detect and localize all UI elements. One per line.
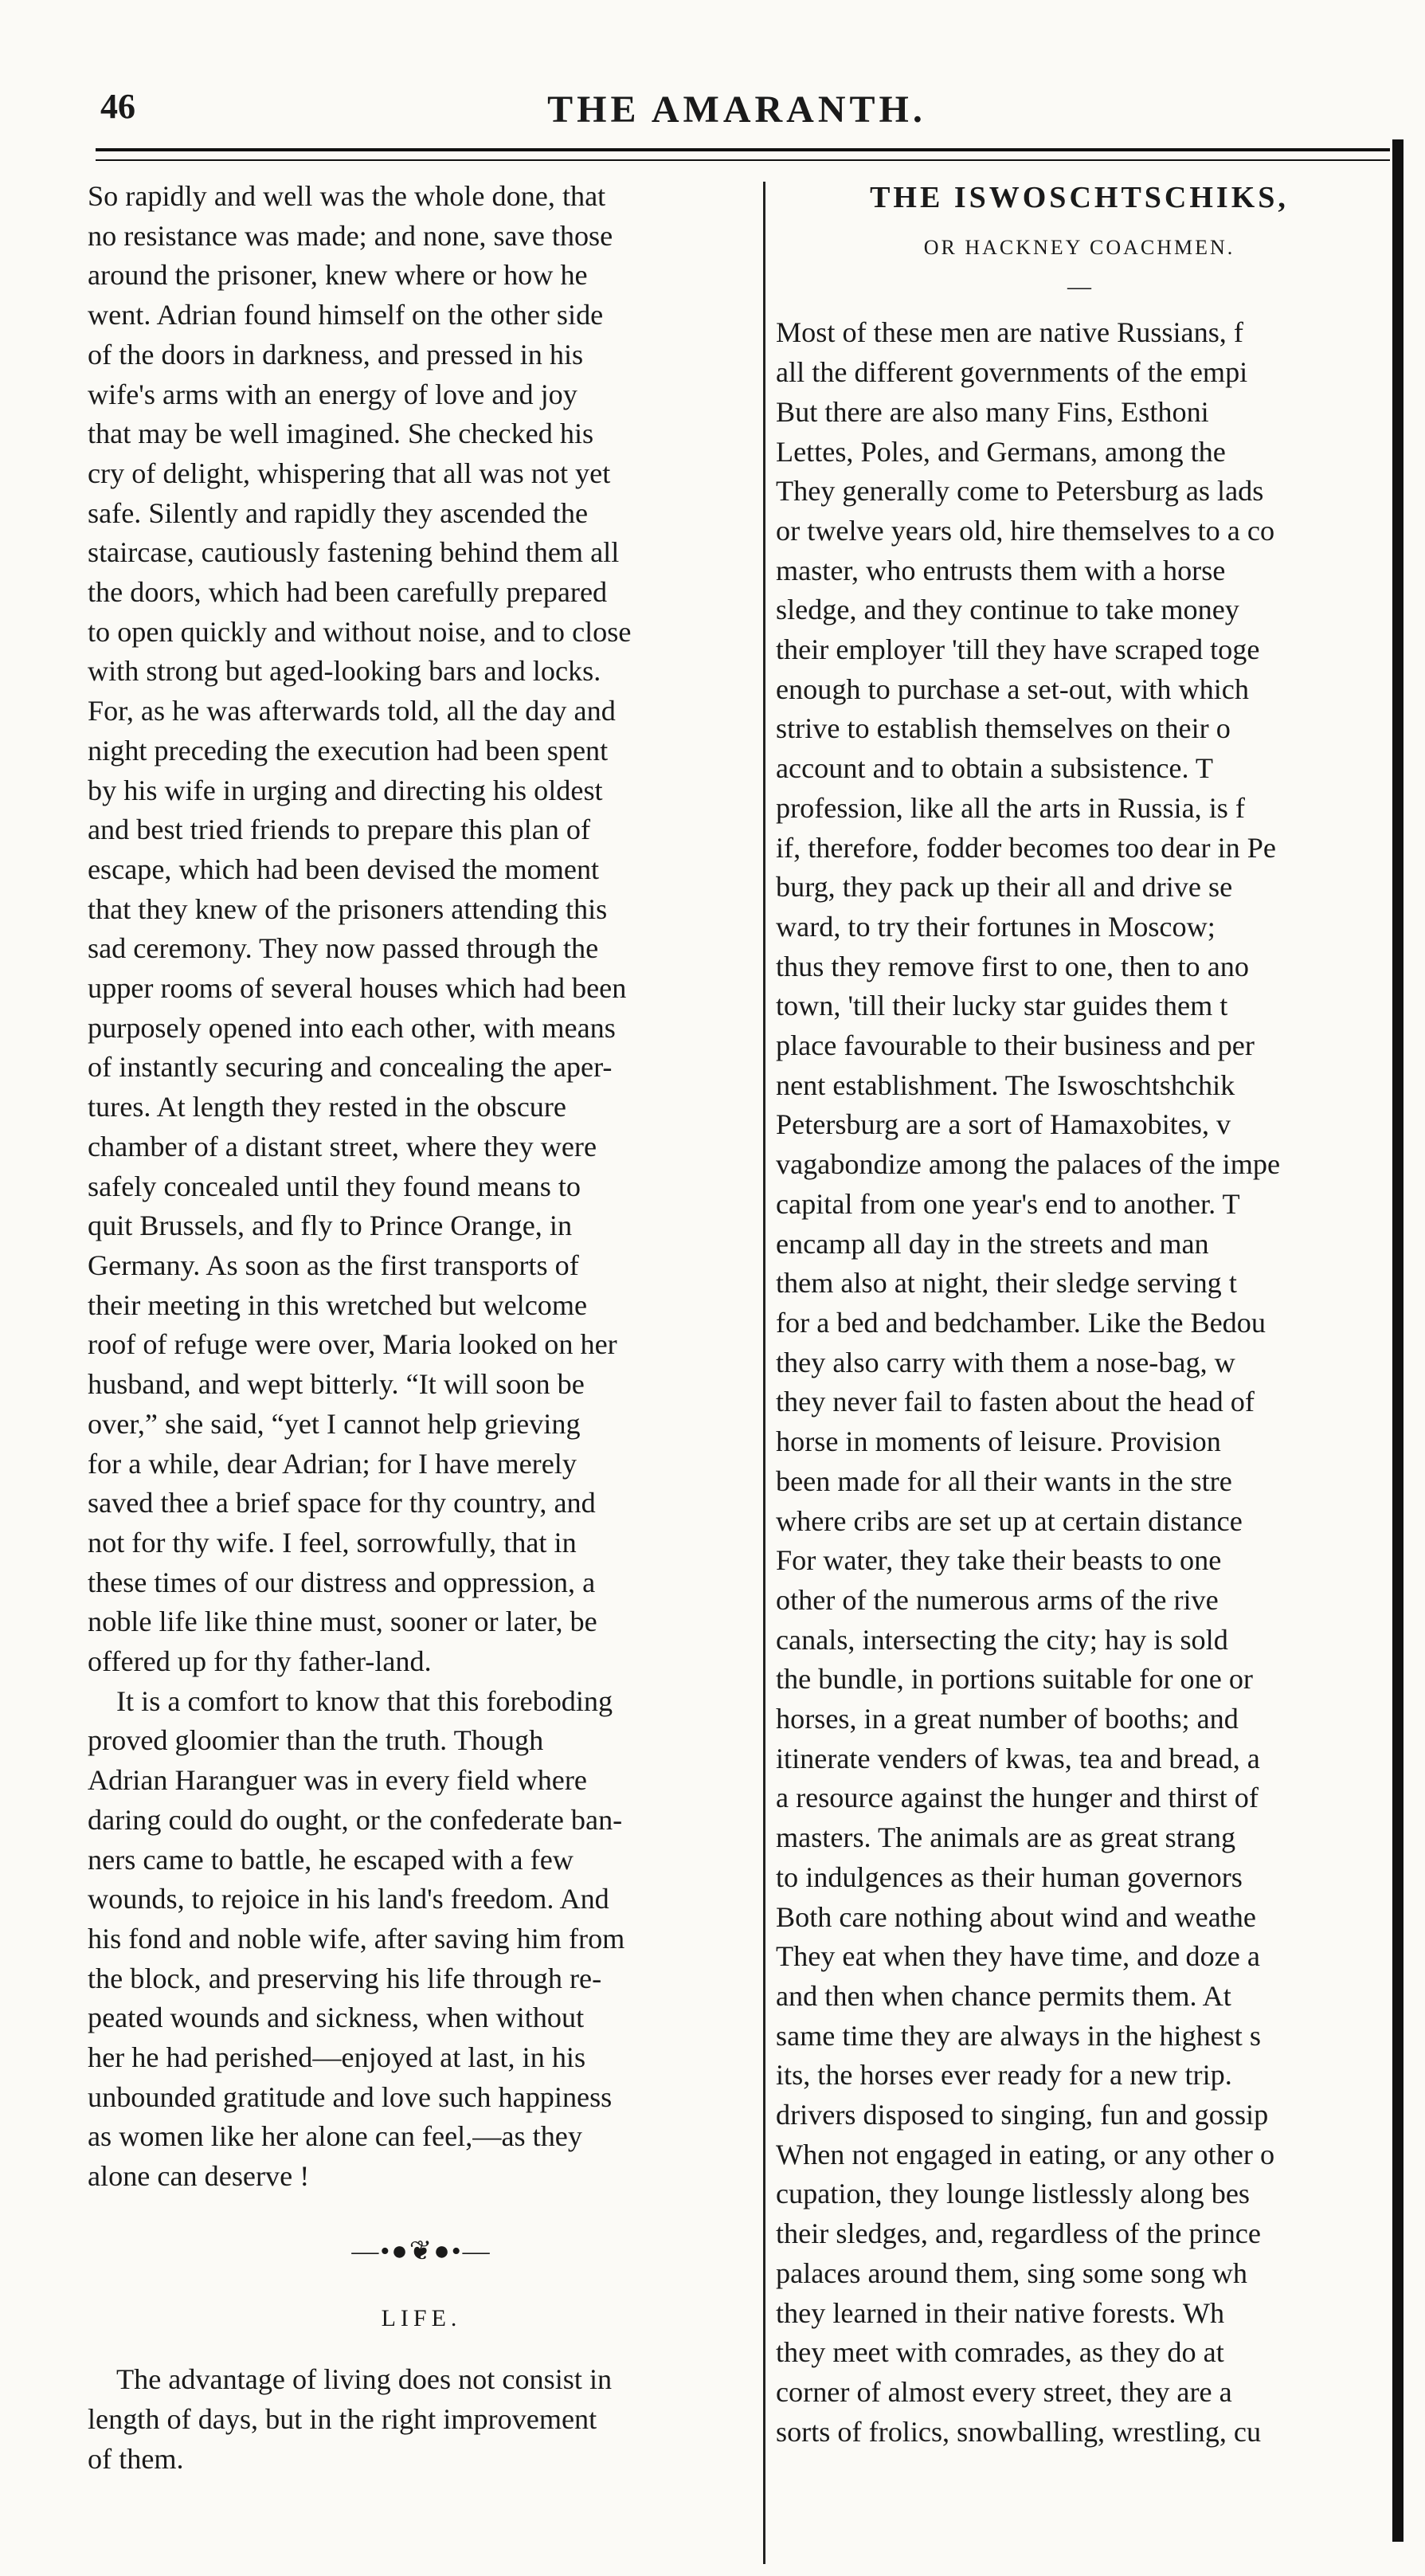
text-line: account and to obtain a subsistence. T	[776, 752, 1214, 785]
text-line: purposely opened into each other, with means	[88, 1011, 616, 1044]
text-line: enough to purchase a set-out, with which	[776, 672, 1249, 705]
text-line: same time they are always in the highest s	[776, 2019, 1261, 2052]
text-line: for a while, dear Adrian; for I have merely	[88, 1447, 577, 1480]
text-line: that they knew of the prisoners attending this	[88, 892, 608, 925]
text-line: other of the numerous arms of the rive	[776, 1583, 1219, 1616]
text-line: the doors, which had been carefully prepared	[88, 576, 608, 609]
text-line: and best tried friends to prepare this plan of	[88, 814, 591, 846]
text-line: night preceding the execution had been spent	[88, 734, 609, 767]
text-line: roof of refuge were over, Maria looked on her	[88, 1328, 617, 1361]
text-line: cry of delight, whispering that all was not yet	[88, 457, 611, 489]
running-header	[96, 86, 1378, 134]
text-line: they also carry with them a nose-bag, w	[776, 1346, 1235, 1378]
text-line: they never fail to fasten about the head of	[776, 1386, 1255, 1418]
story-paragraph-2	[88, 1682, 755, 2197]
running-title: THE AMARANTH.	[547, 88, 926, 131]
text-line: peated wounds and sickness, when without	[88, 2002, 585, 2034]
text-line: these times of our distress and oppression, a	[88, 1566, 596, 1598]
text-line: they meet with comrades, as they do at	[776, 2336, 1224, 2369]
text-line: canals, intersecting the city; hay is sold	[776, 1623, 1228, 1656]
text-line: their meeting in this wretched but welcome	[88, 1288, 588, 1321]
text-line: ward, to try their fortunes in Moscow;	[776, 910, 1216, 943]
life-paragraph	[88, 2360, 755, 2479]
text-line: noble life like thine must, sooner or later, be	[88, 1606, 597, 1638]
text-line: or twelve years old, hire themselves to a co	[776, 514, 1275, 547]
text-line: thus they remove first to one, then to ano	[776, 950, 1249, 982]
text-line: So rapidly and well was the whole done, that	[88, 180, 606, 212]
text-line: sorts of frolics, snowballing, wrestling, cu	[776, 2415, 1262, 2448]
text-line: When not engaged in eating, or any other o	[776, 2138, 1275, 2170]
text-line: their employer 'till they have scraped toge	[776, 633, 1260, 666]
text-line: Both care nothing about wind and weathe	[776, 1900, 1256, 1933]
text-line: It is a comfort to know that this foreboding	[116, 1684, 613, 1717]
text-line: the block, and preserving his life through re-	[88, 1962, 602, 1994]
text-line: went. Adrian found himself on the other side	[88, 299, 604, 331]
text-line: his fond and noble wife, after saving him from	[88, 1922, 625, 1955]
text-line: burg, they pack up their all and drive se	[776, 871, 1233, 904]
text-line: cupation, they lounge listlessly along bes	[776, 2178, 1250, 2210]
text-line: its, the horses ever ready for a new trip.	[776, 2059, 1232, 2092]
text-line: and then when chance permits them. At	[776, 1979, 1231, 2012]
text-line: over,” she said, “yet I cannot help grieving	[88, 1407, 581, 1440]
text-line: For, as he was afterwards told, all the day and	[88, 695, 616, 727]
text-line: they learned in their native forests. Wh	[776, 2296, 1225, 2329]
left-column	[88, 177, 755, 2479]
text-line: encamp all day in the streets and man	[776, 1227, 1209, 1260]
text-line: itinerate venders of kwas, tea and bread, a	[776, 1742, 1260, 1774]
text-line: that may be well imagined. She checked his	[88, 418, 594, 450]
title-dash: —	[1067, 273, 1091, 300]
text-line: Lettes, Poles, and Germans, among the	[776, 435, 1226, 468]
text-line: place favourable to their business and per	[776, 1029, 1255, 1062]
text-line: to open quickly and without noise, and to close	[88, 615, 632, 648]
text-line: no resistance was made; and none, save those	[88, 219, 613, 252]
text-line: proved gloomier than the truth. Though	[88, 1724, 544, 1757]
text-line: with strong but aged-looking bars and locks.	[88, 655, 601, 688]
text-line: for a bed and bedchamber. Like the Bedou	[776, 1306, 1266, 1339]
text-line: They eat when they have time, and doze a	[776, 1940, 1260, 1973]
text-line: by his wife in urging and directing his oldest	[88, 774, 603, 806]
text-line: chamber of a distant street, where they were	[88, 1130, 597, 1163]
text-line: But there are also many Fins, Esthoni	[776, 395, 1209, 428]
text-line: length of days, but in the right improvement	[88, 2402, 597, 2435]
text-line: corner of almost every street, they are a	[776, 2375, 1232, 2408]
text-line: husband, and wept bitterly. “It will soon be	[88, 1368, 585, 1401]
text-line: all the different governments of the empi	[776, 356, 1248, 389]
header-double-rule	[96, 148, 1390, 161]
text-line: them also at night, their sledge serving t	[776, 1267, 1237, 1300]
text-line: vagabondize among the palaces of the impe	[776, 1148, 1281, 1181]
text-line: safe. Silently and rapidly they ascended the	[88, 496, 589, 529]
text-line: the bundle, in portions suitable for one or	[776, 1663, 1253, 1696]
text-line: upper rooms of several houses which had been	[88, 972, 627, 1005]
text-line: wife's arms with an energy of love and joy	[88, 378, 577, 410]
text-line: capital from one year's end to another. T	[776, 1187, 1240, 1220]
text-line: daring could do ought, or the confederate ban-	[88, 1803, 623, 1836]
story-paragraph-1	[88, 177, 755, 1682]
text-line: their sledges, and, regardless of the prince	[776, 2217, 1261, 2250]
text-line: Adrian Haranguer was in every field where	[88, 1764, 587, 1797]
text-line: of them.	[88, 2442, 184, 2475]
text-line: Germany. As soon as the first transports of	[88, 1249, 579, 1281]
text-line: tures. At length they rested in the obscure	[88, 1091, 566, 1123]
text-line: offered up for thy father-land.	[88, 1645, 432, 1678]
text-line: unbounded gratitude and love such happiness	[88, 2080, 613, 2113]
text-line: sledge, and they continue to take money	[776, 594, 1239, 626]
text-line: to indulgences as their human governors	[776, 1860, 1243, 1893]
text-line: of instantly securing and concealing the aper-	[88, 1051, 613, 1084]
text-line: strive to establish themselves on their o	[776, 712, 1231, 745]
text-line: master, who entrusts them with a horse	[776, 554, 1226, 586]
page-edge-shadow	[1392, 139, 1403, 2542]
text-line: Most of these men are native Russians, f	[776, 316, 1243, 349]
text-line: drivers disposed to singing, fun and gossip	[776, 2099, 1269, 2131]
text-line: her he had perished—enjoyed at last, in his	[88, 2041, 586, 2074]
text-line: town, 'till their lucky star guides them t	[776, 990, 1228, 1022]
text-line: quit Brussels, and fly to Prince Orange, in	[88, 1210, 573, 1242]
text-line: staircase, cautiously fastening behind them all	[88, 536, 620, 569]
article-title: THE ISWOSCHTSCHIKS,	[870, 181, 1289, 214]
text-line: horse in moments of leisure. Provision	[776, 1425, 1221, 1458]
page-number: 46	[100, 87, 135, 126]
text-line: escape, which had been devised the moment	[88, 853, 600, 885]
text-line: They generally come to Petersburg as lads	[776, 475, 1264, 508]
text-line: sad ceremony. They now passed through the	[88, 932, 599, 965]
text-line: as women like her alone can feel,—as they	[88, 2120, 582, 2153]
text-line: nent establishment. The Iswoschtshchik	[776, 1068, 1235, 1101]
right-column	[776, 177, 1383, 2452]
text-line: not for thy wife. I feel, sorrowfully, that in	[88, 1526, 577, 1559]
article-body	[776, 313, 1383, 2452]
text-line: ners came to battle, he escaped with a few	[88, 1843, 574, 1876]
text-line: around the prisoner, knew where or how he	[88, 259, 588, 292]
text-line: For water, they take their beasts to one	[776, 1544, 1222, 1577]
section-title-life: LIFE.	[381, 2304, 462, 2331]
text-line: a resource against the hunger and thirst of	[776, 1782, 1259, 1814]
text-line: masters. The animals are as great strang	[776, 1821, 1236, 1854]
text-line: saved thee a brief space for thy country, and	[88, 1487, 596, 1519]
text-line: profession, like all the arts in Russia, is f	[776, 791, 1245, 824]
article-subtitle: OR HACKNEY COACHMEN.	[923, 235, 1235, 259]
text-line: of the doors in darkness, and pressed in his	[88, 338, 584, 371]
text-line: where cribs are set up at certain distance	[776, 1504, 1243, 1537]
text-line: alone can deserve !	[88, 2160, 310, 2193]
section-ornament: —•●❦●•—	[351, 2236, 491, 2266]
column-divider	[763, 182, 765, 2564]
text-line: palaces around them, sing some song wh	[776, 2256, 1247, 2289]
text-line: if, therefore, fodder becomes too dear in Pe	[776, 831, 1276, 864]
text-line: horses, in a great number of booths; and	[776, 1703, 1239, 1735]
text-line: wounds, to rejoice in his land's freedom. And	[88, 1883, 609, 1915]
text-line: Petersburg are a sort of Hamaxobites, v	[776, 1108, 1231, 1141]
text-line: safely concealed until they found means to	[88, 1170, 581, 1202]
text-line: been made for all their wants in the stre	[776, 1464, 1232, 1497]
text-line: The advantage of living does not consist in	[116, 2363, 613, 2396]
